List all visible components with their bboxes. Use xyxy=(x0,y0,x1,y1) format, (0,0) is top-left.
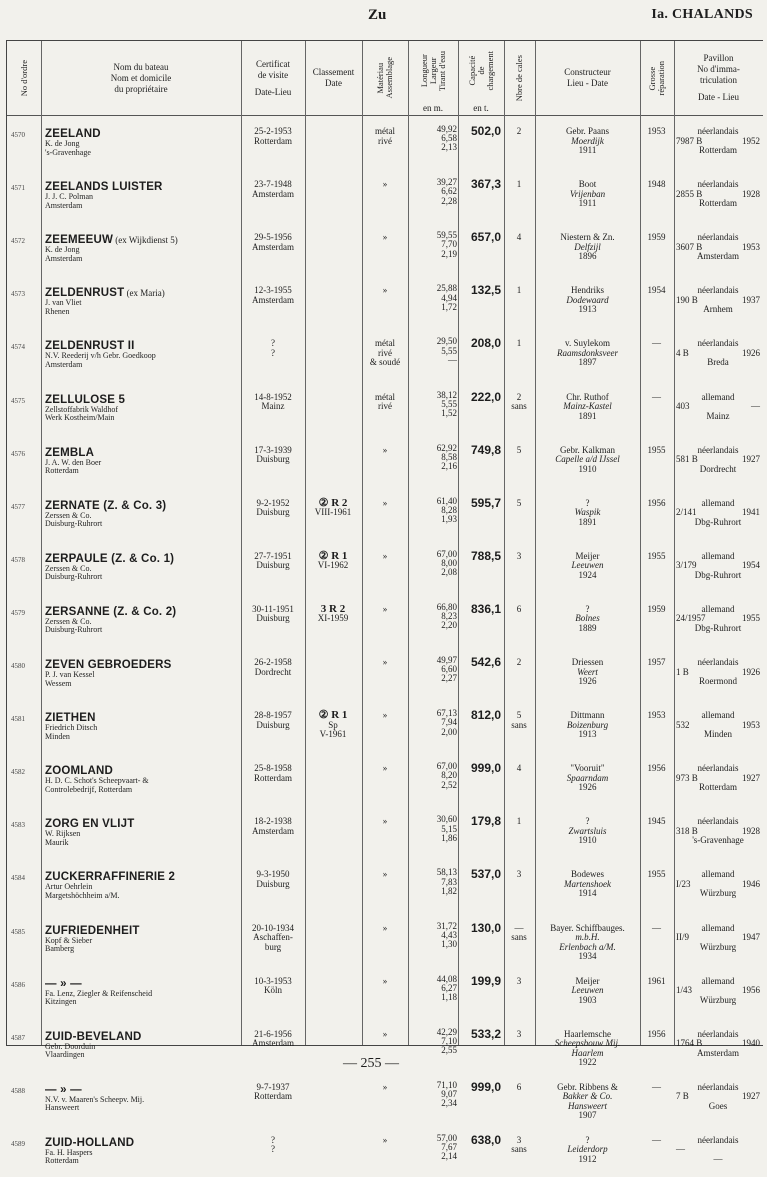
flag-cell: allemand 532 1953 Minden xyxy=(676,710,760,740)
dimensions-cell: 67,13 7,94 2,00 xyxy=(436,708,457,737)
dimensions-cell: 66,80 8,23 2,20 xyxy=(436,601,457,631)
repair-cell: 1945 xyxy=(647,816,666,827)
material-cell: métal rivé xyxy=(375,126,395,146)
capacity-cell: 179,8 xyxy=(470,814,501,829)
material-cell: » xyxy=(382,763,388,774)
row-number: 4585 xyxy=(11,927,25,936)
holds-cell: 3 xyxy=(516,1028,522,1039)
table-row xyxy=(7,381,763,434)
dimensions-cell: 31,72 4,43 1,30 xyxy=(436,920,457,949)
ship-name: ZEMBLA xyxy=(45,446,95,459)
ship-cell xyxy=(45,659,240,688)
capacity-cell: 999,0 xyxy=(470,1079,501,1094)
ship-cell xyxy=(45,1031,240,1060)
holds-cell: 6 xyxy=(516,1081,522,1092)
certificate-cell: 18-2-1938 Amsterdam xyxy=(252,816,294,836)
owner-info: N.V. Reederij v/h Gebr. Goedkoop Amsterdam xyxy=(45,351,156,369)
dimensions-cell: 59,55 7,70 2,19 xyxy=(436,230,457,259)
certificate-cell: 25-2-1953 Rotterdam xyxy=(254,126,292,146)
table-row xyxy=(7,1071,763,1124)
certificate-cell: ? ? xyxy=(271,338,275,358)
dimensions-cell: 49,92 6,58 2,13 xyxy=(436,124,457,153)
capacity-cell: 836,1 xyxy=(470,601,501,616)
holds-cell: 3 xyxy=(516,975,522,986)
dimensions-cell: 25,88 4,94 1,72 xyxy=(436,283,457,312)
capacity-cell: 199,9 xyxy=(470,973,501,988)
material-cell: » xyxy=(382,657,388,667)
dimensions-cell: 49,97 6,60 2,27 xyxy=(436,655,457,684)
table-row xyxy=(7,540,763,593)
holds-cell: 1 xyxy=(516,338,522,349)
holds-cell: 3 sans xyxy=(511,1134,527,1155)
holds-cell: 2 xyxy=(516,126,522,136)
col-num-header: No d'ordre xyxy=(18,59,29,97)
material-cell: » xyxy=(382,975,388,986)
ship-cell xyxy=(45,978,240,1007)
table-row xyxy=(7,699,763,752)
flag-cell: néerlandais — — xyxy=(676,1134,739,1164)
owner-info: Zerssen & Co. Duisburg-Ruhrort xyxy=(45,563,103,582)
ship-cell xyxy=(45,340,240,369)
row-number: 4583 xyxy=(11,821,25,830)
row-number: 4578 xyxy=(11,555,25,564)
certificate-cell: 29-5-1956 Amsterdam xyxy=(252,232,294,252)
certificate-cell: 26-2-1958 Dordrecht xyxy=(254,657,292,677)
col-cons-header: Constructeur Lieu - Date xyxy=(564,67,611,88)
owner-info: J. A. W. den Boer Rotterdam xyxy=(45,457,102,476)
ship-name: — » — xyxy=(45,977,82,990)
classification-cell: ② R 1 Sp V-1961 xyxy=(318,709,348,740)
row-number: 4575 xyxy=(11,396,25,405)
material-cell: » xyxy=(382,550,388,561)
owner-info: Kopf & Sieber Bamberg xyxy=(45,935,93,954)
ship-name: ZEEMEEUW xyxy=(45,234,114,247)
col-cert-header: Certificat de visite Date-Lieu xyxy=(254,58,292,97)
dimensions-cell: 67,00 8,00 2,08 xyxy=(436,548,457,578)
ship-former-name: (ex Maria) xyxy=(126,288,165,299)
row-number: 4587 xyxy=(11,1033,25,1042)
owner-info: Gebr. Doorduin Vlaardingen xyxy=(45,1041,96,1060)
builder-cell: Meijer Leeuwen 1903 xyxy=(571,975,604,1005)
builder-cell: Driessen Weert 1926 xyxy=(571,657,604,686)
col-dims-header: Longueur Largeur Tirant d'eau xyxy=(418,50,447,92)
builder-cell: Gebr. Ribbens & Bakker & Co. Hansweert 1907 xyxy=(557,1081,618,1121)
ship-name: ZOOMLAND xyxy=(45,765,114,778)
capacity-cell: 638,0 xyxy=(470,1132,501,1147)
holds-cell: 2 sans xyxy=(511,391,527,411)
certificate-cell: 20-10-1934 Aschaffen- burg xyxy=(252,922,294,952)
holds-cell: 5 sans xyxy=(511,710,527,730)
ship-name: ZORG EN VLIJT xyxy=(45,818,135,831)
ship-cell xyxy=(45,712,240,741)
row-number: 4577 xyxy=(11,502,25,511)
flag-cell: allemand I/23 1946 Würzburg xyxy=(676,869,760,899)
ships-table xyxy=(6,40,763,1166)
material-cell: » xyxy=(382,869,388,880)
certificate-cell: 10-3-1953 Köln xyxy=(254,975,292,996)
repair-cell: 1955 xyxy=(647,869,666,880)
ship-cell xyxy=(45,553,240,582)
repair-cell: 1956 xyxy=(647,763,666,774)
flag-cell: néerlandais 7 B 1927 Goes xyxy=(676,1081,760,1111)
ship-name: — » — xyxy=(45,1083,82,1096)
owner-info: W. Rijksen Maurik xyxy=(45,829,81,847)
row-number: 4582 xyxy=(11,768,25,777)
builder-cell: ? Waspik 1891 xyxy=(574,497,601,527)
repair-cell: — xyxy=(652,338,661,349)
certificate-cell: 14-8-1952 Mainz xyxy=(254,391,292,411)
row-number: 4574 xyxy=(11,343,25,352)
dimensions-cell: 30,60 5,15 1,86 xyxy=(436,814,457,843)
flag-cell: néerlandais 190 B 1937 Arnhem xyxy=(676,285,760,315)
col-cales-header: Nbre de cales xyxy=(514,54,524,102)
capacity-cell: 812,0 xyxy=(470,708,501,723)
builder-cell: Haarlemsche Scheepsbouw Mij. Haarlem 1922 xyxy=(554,1028,621,1068)
dimensions-cell: 62,92 8,58 2,16 xyxy=(436,442,457,471)
material-cell: » xyxy=(382,444,388,455)
repair-cell: 1955 xyxy=(647,550,666,561)
dimensions-cell: 42,29 7,10 2,55 xyxy=(436,1026,457,1056)
ship-cell xyxy=(45,447,240,476)
builder-cell: ? Zwartsluis 1910 xyxy=(568,816,607,846)
ship-cell xyxy=(45,925,240,954)
ship-name: ZERNATE (Z. & Co. 3) xyxy=(45,499,167,512)
dimensions-cell: 67,00 8,20 2,52 xyxy=(436,761,457,790)
capacity-cell: 502,0 xyxy=(470,124,501,138)
col-name-header: Nom du bateau Nom et domicile du propriétaire xyxy=(110,61,172,94)
ship-cell xyxy=(45,394,240,423)
dimensions-cell: 57,00 7,67 2,14 xyxy=(436,1132,457,1162)
owner-info: H. D. C. Schot's Scheepvaart- & Controlebedrijf, Rotterdam xyxy=(45,776,149,794)
col-dims-unit: en m. xyxy=(423,103,443,113)
certificate-cell: 25-8-1958 Rotterdam xyxy=(254,763,292,783)
certificate-cell: 9-3-1950 Duisburg xyxy=(256,869,290,889)
holds-cell: — sans xyxy=(511,922,527,942)
ship-name: ZIETHEN xyxy=(45,712,96,725)
row-number: 4571 xyxy=(11,184,25,193)
flag-cell: néerlandais 2855 B 1928 Rotterdam xyxy=(676,179,760,209)
ship-cell xyxy=(45,871,240,900)
flag-cell: néerlandais 318 B 1928 's-Gravenhage xyxy=(676,816,760,846)
material-cell: » xyxy=(382,232,388,243)
capacity-cell: 533,2 xyxy=(470,1026,501,1041)
holds-cell: 3 xyxy=(516,550,522,561)
certificate-cell: 28-8-1957 Duisburg xyxy=(254,710,292,730)
flag-cell: néerlandais 7987 B 1952 Rotterdam xyxy=(676,126,760,155)
repair-cell: 1953 xyxy=(647,710,666,721)
ship-cell xyxy=(45,181,240,210)
ship-name: ZEELANDS LUISTER xyxy=(45,181,163,194)
material-cell: » xyxy=(382,497,388,508)
material-cell: » xyxy=(382,179,388,190)
page-header-left: Zu xyxy=(368,7,387,23)
ship-name: ZUFRIEDENHEIT xyxy=(45,924,140,937)
table-row xyxy=(7,1124,763,1177)
owner-info: Zellstoffabrik Waldhof Werk Kostheim/Main xyxy=(45,404,119,423)
table-row xyxy=(7,221,763,274)
repair-cell: 1959 xyxy=(647,232,666,243)
owner-info: Zerssen & Co. Duisburg-Ruhrort xyxy=(45,510,103,529)
dimensions-cell: 61,40 8,28 1,93 xyxy=(436,495,457,525)
ship-name: ZUID-HOLLAND xyxy=(45,1136,135,1149)
dimensions-cell: 39,27 6,62 2,28 xyxy=(436,177,457,206)
holds-cell: 1 xyxy=(516,179,522,190)
builder-cell: Bayer. Schiffbauges. m.b.H. Erlenbach a/M. 1934 xyxy=(550,922,625,961)
ship-cell xyxy=(45,1084,240,1113)
ship-cell xyxy=(45,500,240,529)
row-number: 4584 xyxy=(11,874,25,883)
dimensions-cell: 71,10 9,07 2,34 xyxy=(436,1079,457,1109)
owner-info: K. de Jong 's-Gravenhage xyxy=(45,139,91,157)
table-header xyxy=(7,41,763,116)
repair-cell: — xyxy=(652,1134,661,1145)
row-number: 4579 xyxy=(11,608,25,617)
capacity-cell: 132,5 xyxy=(470,283,501,298)
repair-cell: — xyxy=(652,1081,661,1092)
capacity-cell: 130,0 xyxy=(470,920,501,935)
table-row xyxy=(7,912,763,965)
repair-cell: 1956 xyxy=(647,497,666,508)
table-row xyxy=(7,487,763,540)
repair-cell: 1957 xyxy=(647,657,666,667)
certificate-cell: 23-7-1948 Amsterdam xyxy=(252,179,294,199)
holds-cell: 4 xyxy=(516,763,522,774)
capacity-cell: 788,5 xyxy=(470,548,501,563)
table-row xyxy=(7,593,763,646)
table-row xyxy=(7,805,763,858)
ship-name: ZUCKERRAFFINERIE 2 xyxy=(45,871,176,884)
col-cap-header: Capacité de chargement xyxy=(466,51,495,91)
builder-cell: ? Bolnes 1889 xyxy=(575,603,600,633)
owner-info: Zerssen & Co. Duisburg-Ruhrort xyxy=(45,616,103,635)
dimensions-cell: 29,50 5,55 — xyxy=(436,336,457,365)
ship-name: ZELDENRUST xyxy=(45,287,125,300)
row-number: 4581 xyxy=(11,715,25,724)
holds-cell: 1 xyxy=(516,285,522,296)
flag-cell: néerlandais 3607 B 1953 Amsterdam xyxy=(676,232,760,262)
material-cell: » xyxy=(382,1134,388,1145)
ship-name: ZERSANNE (Z. & Co. 2) xyxy=(45,605,177,618)
ship-cell xyxy=(45,1137,240,1166)
row-number: 4589 xyxy=(11,1139,25,1148)
row-number: 4580 xyxy=(11,662,25,670)
repair-cell: 1959 xyxy=(647,603,666,614)
holds-cell: 5 xyxy=(516,444,522,455)
material-cell: » xyxy=(382,1081,388,1092)
repair-cell: 1948 xyxy=(647,179,666,190)
holds-cell: 1 xyxy=(516,816,522,827)
flag-cell: néerlandais 973 B 1927 Rotterdam xyxy=(676,763,760,793)
row-number: 4572 xyxy=(11,237,25,246)
flag-cell: allemand 3/179 1954 Dbg-Ruhrort xyxy=(676,550,760,580)
repair-cell: 1961 xyxy=(647,975,666,986)
holds-cell: 3 xyxy=(516,869,522,880)
material-cell: » xyxy=(382,922,388,933)
owner-info: P. J. van Kessel Wessem xyxy=(45,670,95,688)
ship-name: ZUID-BEVELAND xyxy=(45,1030,142,1043)
classification-cell: 3 R 2 XI-1959 xyxy=(317,602,349,624)
builder-cell: Hendriks Dodewaard 1913 xyxy=(566,285,609,315)
holds-cell: 5 xyxy=(516,497,522,508)
capacity-cell: 222,0 xyxy=(470,389,501,404)
flag-cell: néerlandais 581 B 1927 Dordrecht xyxy=(676,444,760,474)
material-cell: » xyxy=(382,816,388,827)
ship-cell xyxy=(45,765,240,794)
ship-former-name: (ex Wijkdienst 5) xyxy=(115,235,178,246)
owner-info: Friedrich Ditsch Minden xyxy=(45,723,98,741)
col-rep-header: Grosse réparation xyxy=(647,60,666,96)
ship-name: ZEVEN GEBROEDERS xyxy=(45,659,172,671)
holds-cell: 4 xyxy=(516,232,522,243)
certificate-cell: 27-7-1951 Duisburg xyxy=(254,550,292,571)
owner-info: N.V. v. Maaren's Scheepv. Mij. Hansweert xyxy=(45,1094,145,1113)
material-cell: » xyxy=(382,285,388,296)
dimensions-cell: 58,13 7,83 1,82 xyxy=(436,867,457,896)
builder-cell: Gebr. Paans Moerdijk 1911 xyxy=(566,126,609,155)
row-number: 4576 xyxy=(11,449,25,458)
flag-cell: allemand 1/43 1956 Würzburg xyxy=(676,975,760,1005)
ship-cell xyxy=(45,287,240,316)
flag-cell: néerlandais 1 B 1926 Roermond xyxy=(676,657,760,686)
certificate-cell: 9-7-1937 Rotterdam xyxy=(254,1081,292,1102)
capacity-cell: 749,8 xyxy=(470,442,501,457)
ship-name: ZERPAULE (Z. & Co. 1) xyxy=(45,552,175,565)
certificate-cell: 30-11-1951 Duisburg xyxy=(252,603,294,624)
ship-cell xyxy=(45,234,240,263)
col-mat-header: Matériau Assemblage xyxy=(375,57,394,99)
builder-cell: "Vooruit" Spaarndam 1926 xyxy=(566,763,609,793)
repair-cell: 1956 xyxy=(647,1028,666,1039)
classification-cell: ② R 1 VI-1962 xyxy=(317,549,349,571)
flag-cell: néerlandais 4 B 1926 Breda xyxy=(676,338,760,368)
builder-cell: Niestern & Zn. Delfzijl 1896 xyxy=(560,232,615,262)
material-cell: métal rivé & soudé xyxy=(369,338,401,368)
builder-cell: Gebr. Kalkman Capelle a/d IJssel 1910 xyxy=(555,444,620,474)
table-row xyxy=(7,115,763,168)
capacity-cell: 542,6 xyxy=(470,655,501,669)
flag-cell: allemand 24/1957 1955 Dbg-Ruhrort xyxy=(676,603,760,633)
table-row xyxy=(7,646,763,699)
ship-name: ZEELAND xyxy=(45,128,101,140)
row-number: 4570 xyxy=(11,131,25,139)
classification-cell: ② R 2 VIII-1961 xyxy=(314,496,352,518)
certificate-cell: 21-6-1956 Amsterdam xyxy=(252,1028,294,1049)
builder-cell: Meijer Leeuwen 1924 xyxy=(571,550,604,580)
builder-cell: Chr. Ruthof Mainz-Kastel 1891 xyxy=(563,391,612,421)
table-row xyxy=(7,327,763,380)
capacity-cell: 208,0 xyxy=(470,336,501,351)
repair-cell: — xyxy=(652,391,661,402)
ship-cell xyxy=(45,818,240,847)
ship-name: ZELDENRUST II xyxy=(45,340,135,353)
row-number: 4588 xyxy=(11,1086,25,1095)
table-row xyxy=(7,274,763,327)
builder-cell: Boot Vrijenban 1911 xyxy=(569,179,606,209)
dimensions-cell: 44,08 6,27 1,18 xyxy=(436,973,457,1002)
builder-cell: Bodewes Martenshoek 1914 xyxy=(564,869,611,899)
col-cap-unit: en t. xyxy=(473,103,489,113)
ship-cell xyxy=(45,606,240,635)
capacity-cell: 999,0 xyxy=(470,761,501,776)
material-cell: » xyxy=(382,1028,388,1039)
holds-cell: 6 xyxy=(516,603,522,614)
owner-info: Artur Oehrlein Margetshöchheim a/M. xyxy=(45,882,120,900)
capacity-cell: 595,7 xyxy=(470,495,501,510)
flag-cell: allemand 403 — Mainz xyxy=(676,391,760,421)
material-cell: métal rivé xyxy=(375,391,395,411)
table-row xyxy=(7,434,763,487)
table-row xyxy=(7,752,763,805)
col-pav-header: Pavillon No d'imma- triculation Date - Lieu xyxy=(697,53,740,102)
col-classe-header: Classement Date xyxy=(312,67,355,88)
page-number: — 255 — xyxy=(343,1056,399,1071)
certificate-cell: 12-3-1955 Amsterdam xyxy=(252,285,294,305)
ship-name: ZELLULOSE 5 xyxy=(45,393,126,406)
row-number: 4586 xyxy=(11,980,25,989)
material-cell: » xyxy=(382,710,388,721)
builder-cell: v. Suylekom Raamsdonksveer 1897 xyxy=(557,338,618,368)
material-cell: » xyxy=(382,603,388,614)
repair-cell: 1954 xyxy=(647,285,666,296)
certificate-cell: ? ? xyxy=(271,1134,275,1155)
table-row xyxy=(7,168,763,221)
capacity-cell: 657,0 xyxy=(470,230,501,245)
repair-cell: 1953 xyxy=(647,126,666,136)
flag-cell: allemand 2/141 1941 Dbg-Ruhrort xyxy=(676,497,760,527)
repair-cell: — xyxy=(652,922,661,933)
page-header-right: Ia. CHALANDS xyxy=(651,7,753,22)
row-number: 4573 xyxy=(11,290,25,299)
builder-cell: ? Leiderdorp 1912 xyxy=(567,1134,608,1164)
owner-info: J. J. C. Polman Amsterdam xyxy=(45,192,94,210)
certificate-cell: 9-2-1952 Duisburg xyxy=(256,497,290,518)
capacity-cell: 537,0 xyxy=(470,867,501,882)
builder-cell: Dittmann Boizenburg 1913 xyxy=(566,710,609,740)
owner-info: Fa. Lenz, Ziegler & Reifenscheid Kitzingen xyxy=(45,988,153,1007)
capacity-cell: 367,3 xyxy=(470,177,501,192)
repair-cell: 1955 xyxy=(647,444,666,455)
holds-cell: 2 xyxy=(516,657,522,667)
flag-cell: allemand II/9 1947 Würzburg xyxy=(676,922,760,952)
owner-info: K. de Jong Amsterdam xyxy=(45,245,83,263)
certificate-cell: 17-3-1939 Duisburg xyxy=(254,444,292,465)
table-row xyxy=(7,965,763,1018)
owner-info: J. van Vliet Rhenen xyxy=(45,298,82,316)
dimensions-cell: 38,12 5,55 1,52 xyxy=(436,389,457,418)
flag-cell: néerlandais 1764 B 1940 Amsterdam xyxy=(676,1028,760,1058)
ship-cell xyxy=(45,128,240,157)
table-row xyxy=(7,858,763,911)
owner-info: Fa. H. Haspers Rotterdam xyxy=(45,1147,93,1166)
